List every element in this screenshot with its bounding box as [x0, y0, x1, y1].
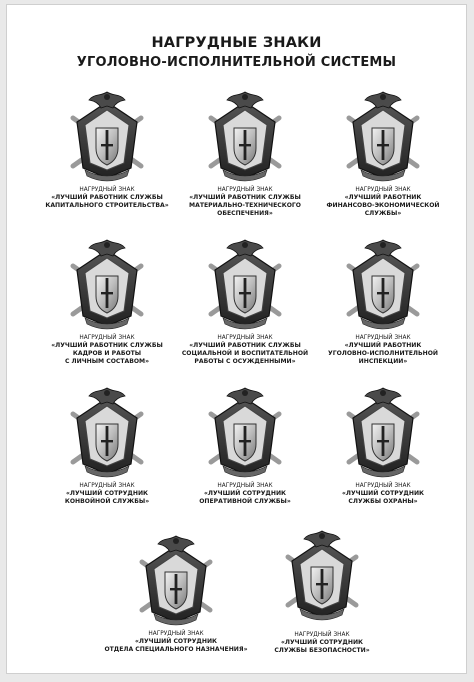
- caption-heading: НАГРУДНЫЙ ЗНАК: [355, 335, 411, 341]
- caption-line: «ЛУЧШИЙ РАБОТНИК: [344, 194, 422, 201]
- caption-line: «ЛУЧШИЙ РАБОТНИК СЛУЖБЫ: [189, 342, 301, 349]
- caption-line: С ЛИЧНЫМ СОСТАВОМ»: [64, 358, 150, 365]
- caption-heading: НАГРУДНЫЙ ЗНАК: [79, 483, 135, 489]
- badge-caption: [249, 631, 395, 655]
- badge-card: [34, 88, 180, 238]
- badge-emblem-icon: [205, 236, 285, 332]
- badge-caption: [310, 186, 456, 218]
- caption-line: «ЛУЧШИЙ СОТРУДНИК: [280, 639, 364, 646]
- caption-line: КАПИТАЛЬНОГО СТРОИТЕЛЬСТВА»: [45, 202, 169, 209]
- badge-card: [310, 88, 456, 238]
- badge-emblem-icon: [282, 527, 362, 623]
- badge-emblem-icon: [343, 88, 423, 184]
- caption-line: РАБОТЫ С ОСУЖДЕННЫМИ»: [194, 358, 296, 365]
- badge-emblem-icon: [136, 532, 216, 628]
- badge-caption: [103, 630, 249, 654]
- caption-heading: НАГРУДНЫЙ ЗНАК: [217, 335, 273, 341]
- badge-caption: [34, 334, 180, 366]
- badge-caption: [172, 186, 318, 218]
- badge-card: [34, 384, 180, 534]
- badge-card: [249, 527, 395, 677]
- badge-emblem-icon: [67, 236, 147, 332]
- caption-heading: НАГРУДНЫЙ ЗНАК: [79, 187, 135, 193]
- badge-emblem-icon: [67, 88, 147, 184]
- badge-emblem-icon: [67, 384, 147, 480]
- badge-card: [103, 532, 249, 682]
- badge-emblem-icon: [343, 384, 423, 480]
- badge-emblem-icon: [343, 236, 423, 332]
- caption-heading: НАГРУДНЫЙ ЗНАК: [217, 187, 273, 193]
- badge-card: [172, 384, 318, 534]
- badge-caption: [34, 482, 180, 506]
- badge-card: [172, 88, 318, 238]
- caption-line: УГОЛОВНО-ИСПОЛНИТЕЛЬНОЙ: [328, 350, 438, 357]
- badge-card: [34, 236, 180, 386]
- page-title: НАГРУДНЫЕ ЗНАКИ: [151, 35, 322, 51]
- caption-line: ОБЕСПЕЧЕНИЯ»: [217, 210, 273, 217]
- caption-line: МАТЕРИАЛЬНО-ТЕХНИЧЕСКОГО: [189, 202, 301, 209]
- caption-line: «ЛУЧШИЙ СОТРУДНИК: [65, 490, 149, 497]
- caption-line: «ЛУЧШИЙ СОТРУДНИК: [341, 490, 425, 497]
- page-subtitle: УГОЛОВНО-ИСПОЛНИТЕЛЬНОЙ СИСТЕМЫ: [76, 55, 397, 70]
- caption-line: СЛУЖБЫ»: [364, 210, 402, 217]
- badge-card: [310, 384, 456, 534]
- caption-heading: НАГРУДНЫЙ ЗНАК: [355, 187, 411, 193]
- caption-line: ИНСПЕКЦИИ»: [358, 358, 408, 365]
- badge-emblem-icon: [205, 384, 285, 480]
- badge-caption: [310, 334, 456, 366]
- badge-card: [310, 236, 456, 386]
- badge-caption: [172, 482, 318, 506]
- poster-sheet: [6, 4, 467, 674]
- caption-heading: НАГРУДНЫЙ ЗНАК: [79, 335, 135, 341]
- caption-line: «ЛУЧШИЙ РАБОТНИК СЛУЖБЫ: [51, 342, 163, 349]
- caption-line: ФИНАНСОВО-ЭКОНОМИЧЕСКОЙ: [326, 202, 440, 209]
- caption-heading: НАГРУДНЫЙ ЗНАК: [355, 483, 411, 489]
- badge-caption: [172, 334, 318, 366]
- badge-card: [172, 236, 318, 386]
- caption-line: КОНВОЙНОЙ СЛУЖБЫ»: [64, 498, 150, 505]
- caption-line: СЛУЖБЫ БЕЗОПАСНОСТИ»: [274, 647, 370, 654]
- caption-line: СЛУЖБЫ ОХРАНЫ»: [348, 498, 418, 505]
- caption-heading: НАГРУДНЫЙ ЗНАК: [294, 632, 350, 638]
- caption-line: «ЛУЧШИЙ СОТРУДНИК: [203, 490, 287, 497]
- caption-line: СОЦИАЛЬНОЙ И ВОСПИТАТЕЛЬНОЙ: [181, 350, 309, 357]
- caption-line: «ЛУЧШИЙ РАБОТНИК СЛУЖБЫ: [189, 194, 301, 201]
- badge-caption: [34, 186, 180, 210]
- caption-line: ОПЕРАТИВНОЙ СЛУЖБЫ»: [199, 498, 291, 505]
- badge-emblem-icon: [205, 88, 285, 184]
- badge-caption: [310, 482, 456, 506]
- caption-heading: НАГРУДНЫЙ ЗНАК: [217, 483, 273, 489]
- caption-line: «ЛУЧШИЙ РАБОТНИК СЛУЖБЫ: [51, 194, 163, 201]
- caption-line: ОТДЕЛА СПЕЦИАЛЬНОГО НАЗНАЧЕНИЯ»: [104, 646, 248, 653]
- caption-line: «ЛУЧШИЙ РАБОТНИК: [344, 342, 422, 349]
- caption-line: КАДРОВ И РАБОТЫ: [72, 350, 142, 357]
- caption-line: «ЛУЧШИЙ СОТРУДНИК: [134, 638, 218, 645]
- caption-heading: НАГРУДНЫЙ ЗНАК: [148, 631, 204, 637]
